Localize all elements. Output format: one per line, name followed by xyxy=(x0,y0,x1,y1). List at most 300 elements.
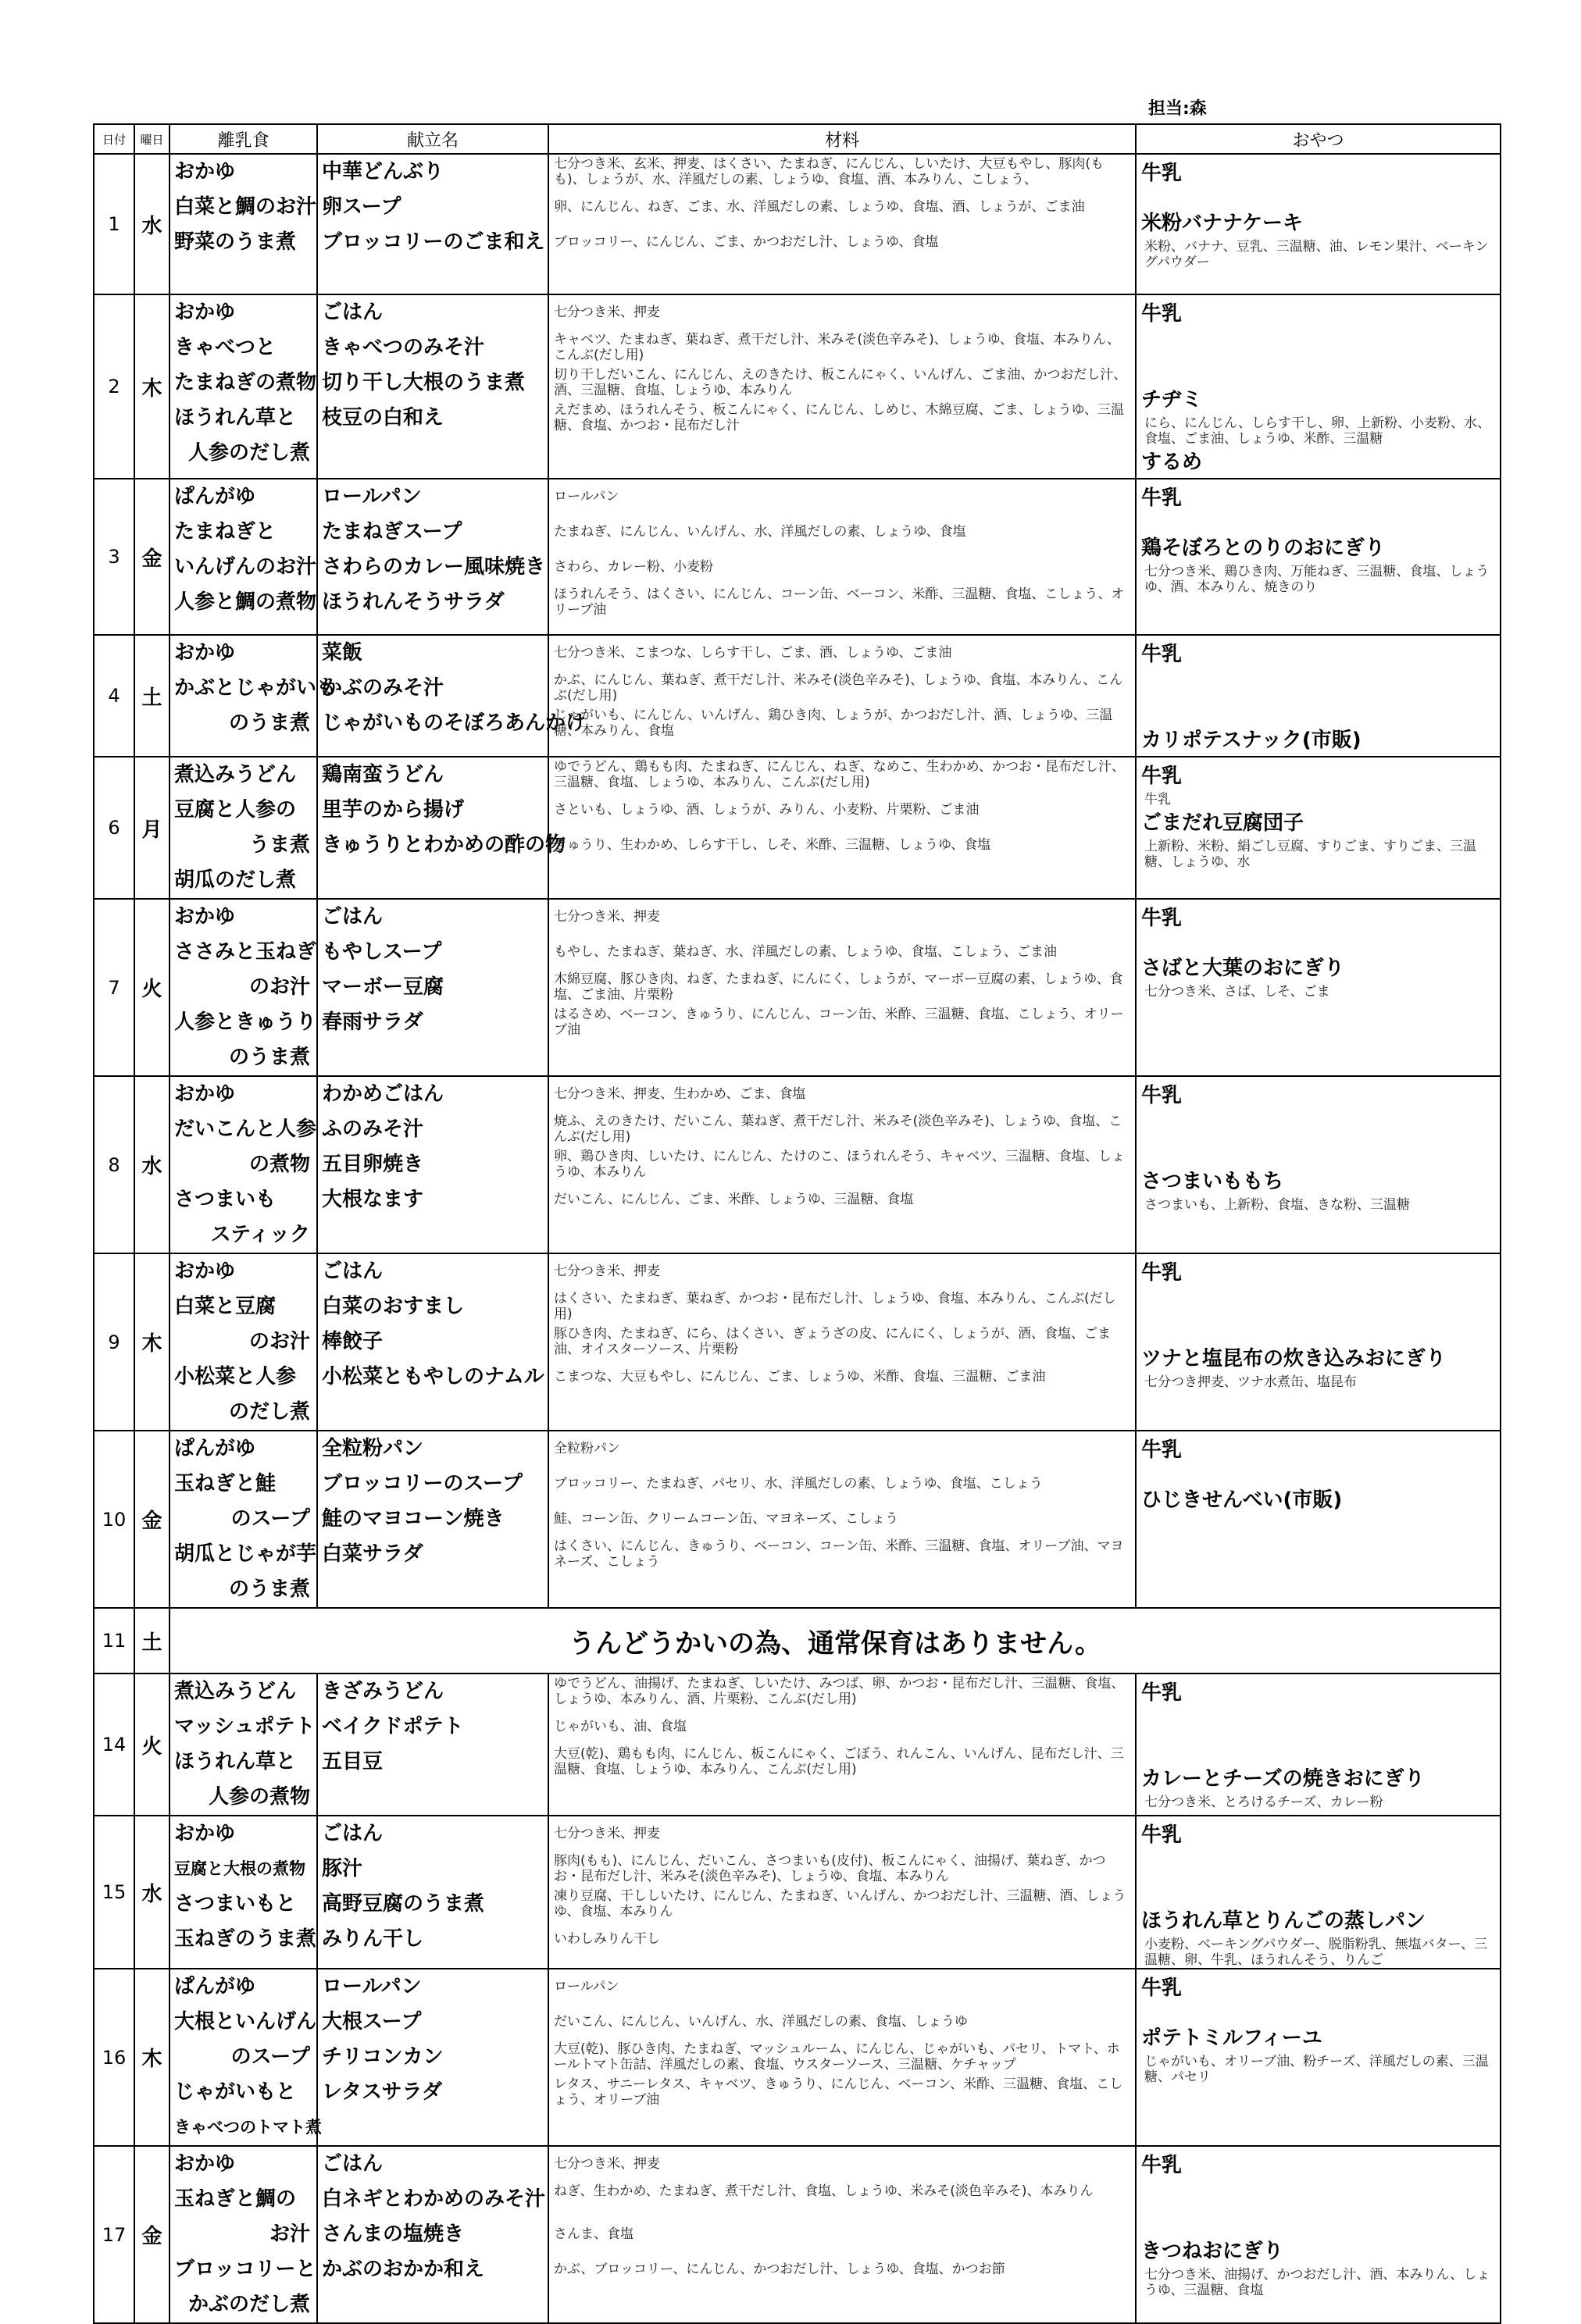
baby-food-cell xyxy=(170,294,317,479)
menu-item: ごはん xyxy=(322,1260,384,1283)
snack-spacer xyxy=(1137,934,1500,953)
menu-cell xyxy=(317,294,548,479)
snack-milk: 牛乳 xyxy=(1141,162,1183,185)
baby-food-line: ブロッコリーと xyxy=(174,2258,316,2281)
day-row xyxy=(94,1673,1501,1816)
snack-name: ポテトミルフィーユ xyxy=(1141,2026,1322,2050)
baby-food-line: 白菜と鯛のお汁 xyxy=(174,195,317,219)
snack-name: 米粉バナナケーキ xyxy=(1141,212,1303,235)
baby-food-line: のうま煮 xyxy=(228,1577,310,1601)
ingredient-line: じゃがいも、油、食塩 xyxy=(554,1719,687,1734)
baby-food-line: の煮物 xyxy=(248,1153,310,1176)
baby-food-line: 玉ねぎと鮭 xyxy=(174,1472,277,1495)
header-date: 日付 xyxy=(94,124,134,154)
header-menu: 献立名 xyxy=(317,124,548,154)
menu-item: きざみうどん xyxy=(322,1680,444,1703)
baby-food-line: おかゆ xyxy=(174,160,236,184)
ingredients-cell xyxy=(548,635,1136,757)
snack-ingredients: 小麦粉、ベーキングパウダー、脱脂粉乳、無塩バター、三温糖、卵、牛乳、ほうれんそう、りんご xyxy=(1144,1937,1487,1968)
baby-food-line: 玉ねぎのうま煮 xyxy=(174,1927,317,1951)
snack-name: ごまだれ豆腐団子 xyxy=(1141,811,1304,835)
baby-food-line: たまねぎの煮物 xyxy=(174,371,317,394)
date-cell: 9 xyxy=(94,1253,134,1431)
baby-food-line: だいこんと人参 xyxy=(174,1117,317,1141)
baby-food-cell xyxy=(170,757,317,899)
ingredient-line: ゆでうどん、鶏もも肉、たまねぎ、にんじん、ねぎ、なめこ、生わかめ、かつお・昆布だし汁、三温糖、食塩、しょうゆ、本みりん、こんぶ(だし用) xyxy=(554,759,1125,790)
menu-item: レタスサラダ xyxy=(322,2080,443,2104)
baby-food-line: さつまいもと xyxy=(174,1892,297,1916)
baby-food-line: スティック xyxy=(210,1223,310,1246)
ingredient-line: 七分つき米、押麦 xyxy=(554,909,660,925)
ingredient-line: ロールパン xyxy=(554,489,619,504)
baby-food-line: たまねぎと xyxy=(174,520,277,544)
weekday-cell: 火 xyxy=(134,899,170,1076)
ingredient-line: 大豆(乾)、鶏もも肉、にんじん、板こんにゃく、ごぼう、れんこん、いんげん、昆布だし汁、三温糖、食塩、しょうゆ、本みりん、こんぶ(だし用) xyxy=(554,1746,1124,1777)
baby-food-line: おかゆ xyxy=(174,2152,236,2176)
ingredient-line: 木綿豆腐、豚ひき肉、ねぎ、たまねぎ、にんにく、しょうが、マーボー豆腐の素、しょうゆ、食塩、ごま油、片栗粉 xyxy=(554,971,1123,1003)
menu-cell xyxy=(317,757,566,899)
menu-item: 白ネギとわかめのみそ汁 xyxy=(322,2187,546,2211)
snack-spacer xyxy=(1137,1709,1500,1763)
day-row xyxy=(94,2146,1501,2323)
menu-item: さんまの塩焼き xyxy=(322,2222,465,2246)
baby-food-line: 大根といんげん xyxy=(174,2010,317,2034)
baby-food-line: のうま煮 xyxy=(228,711,310,735)
menu-cell xyxy=(317,1253,548,1431)
snack-spacer xyxy=(1137,1466,1500,1485)
menu-item: 切り干し大根のうま煮 xyxy=(322,371,526,394)
snack-cell xyxy=(1136,899,1501,1076)
header-weekday: 曜日 xyxy=(134,124,170,154)
snack-milk: 牛乳 xyxy=(1141,487,1183,510)
ingredient-line: ほうれんそう、はくさい、にんじん、コーン缶、ベーコン、米酢、三温糖、食塩、こしょう、オリーブ油 xyxy=(554,586,1125,618)
ingredient-line: 大豆(乾)、豚ひき肉、たまねぎ、マッシュルーム、にんじん、じゃがいも、パセリ、トマト、ホールトマト缶詰、洋風だしの素、食塩、ウスターソース、三温糖、ケチャップ xyxy=(554,2041,1120,2073)
menu-item: 白菜サラダ xyxy=(322,1542,423,1566)
weekday-cell: 水 xyxy=(134,1076,170,1253)
date-cell: 8 xyxy=(94,1076,134,1253)
date-cell: 6 xyxy=(94,757,134,899)
date-cell: 14 xyxy=(94,1673,134,1816)
snack-spacer xyxy=(1137,670,1500,725)
ingredients-cell xyxy=(548,154,1136,294)
baby-food-line: 煮込みうどん xyxy=(174,1680,297,1703)
ingredient-line: 焼ふ、えのきたけ、だいこん、葉ねぎ、煮干だし汁、米みそ(淡色辛みそ)、しょうゆ、食塩、こんぶ(だし用) xyxy=(554,1114,1122,1145)
ingredient-line: 七分つき米、玄米、押麦、はくさい、たまねぎ、にんじん、しいたけ、大豆もやし、豚肉(もも)、しょうが、水、洋風だしの素、しょうゆ、食塩、酒、本みりん、こしょう、 xyxy=(554,156,1104,187)
ingredient-line: 七分つき米、こまつな、しらす干し、ごま、酒、しょうゆ、ごま油 xyxy=(554,645,952,661)
menu-item: 棒餃子 xyxy=(322,1330,384,1353)
snack-ingredients: 七分つき米、さば、しそ、ごま xyxy=(1144,984,1330,1000)
weekday-cell: 火 xyxy=(134,1673,170,1816)
date-cell: 3 xyxy=(94,479,134,635)
date-cell: 4 xyxy=(94,635,134,757)
ingredients-cell xyxy=(548,1673,1136,1816)
ingredients-cell xyxy=(548,899,1136,1076)
menu-cell xyxy=(317,479,548,635)
weekday-cell: 木 xyxy=(134,1969,170,2146)
snack-ingredients: 米粉、バナナ、豆乳、三温糖、油、レモン果汁、ベーキングパウダー xyxy=(1144,239,1489,270)
weekday-cell: 土 xyxy=(134,635,170,757)
snack-milk: 牛乳 xyxy=(1141,1084,1183,1107)
snack-spacer xyxy=(1137,2181,1500,2236)
ingredient-line: ゆでうどん、油揚げ、たまねぎ、しいたけ、みつば、卵、かつお・昆布だし汁、三温糖、食塩、しょうゆ、本みりん、酒、片栗粉、こんぶ(だし用) xyxy=(554,1676,1125,1707)
snack-spacer xyxy=(1137,1289,1500,1343)
ingredient-line: えだまめ、ほうれんそう、板こんにゃく、にんじん、しめじ、木綿豆腐、ごま、しょうゆ、三温糖、食塩、かつお・昆布だし汁 xyxy=(554,402,1124,433)
ingredient-line: ブロッコリー、たまねぎ、パセリ、水、洋風だしの素、しょうゆ、食塩、こしょう xyxy=(554,1476,1043,1492)
day-row xyxy=(94,1969,1501,2146)
menu-item: もやしスープ xyxy=(322,940,442,964)
ingredient-line: もやし、たまねぎ、葉ねぎ、水、洋風だしの素、しょうゆ、食塩、こしょう、ごま油 xyxy=(554,944,1057,960)
snack-cell xyxy=(1136,1253,1501,1431)
snack-name: さつまいももち xyxy=(1141,1170,1284,1193)
baby-food-cell xyxy=(170,1253,317,1431)
snack-ingredients: 七分つき米、油揚げ、かつおだし汁、酒、本みりん、しょうゆ、三温糖、食塩 xyxy=(1144,2267,1490,2298)
snack-cell xyxy=(1136,757,1501,899)
menu-item: ごはん xyxy=(322,2152,384,2176)
ingredient-line: いわしみりん干し xyxy=(554,1931,660,1947)
baby-food-line: ぱんがゆ xyxy=(174,1975,256,1998)
ingredient-line: きゅうり、生わかめ、しらす干し、しそ、米酢、三温糖、しょうゆ、食塩 xyxy=(554,837,991,853)
weekday-cell: 月 xyxy=(134,757,170,899)
date-cell: 15 xyxy=(94,1816,134,1969)
baby-food-cell xyxy=(170,899,317,1076)
ingredient-line: 豚ひき肉、たまねぎ、にら、はくさい、ぎょうざの皮、にんにく、しょうが、酒、食塩、ごま油、オイスターソース、片栗粉 xyxy=(554,1326,1111,1357)
menu-item: 枝豆の白和え xyxy=(322,406,444,430)
ingredients-cell xyxy=(548,1076,1136,1253)
weekday-cell: 水 xyxy=(134,154,170,294)
baby-food-line: 人参と鯛の煮物 xyxy=(174,590,317,614)
ingredient-line: はるさめ、ベーコン、きゅうり、にんじん、コーン缶、米酢、三温糖、食塩、こしょう、オリーブ油 xyxy=(554,1007,1124,1038)
date-cell: 16 xyxy=(94,1969,134,2146)
snack-ingredients: さつまいも、上新粉、食塩、きな粉、三温糖 xyxy=(1144,1197,1410,1213)
ingredient-line: たまねぎ、にんじん、いんげん、水、洋風だしの素、しょうゆ、食塩 xyxy=(554,524,966,540)
day-row xyxy=(94,899,1501,1076)
baby-food-cell xyxy=(170,2146,317,2323)
menu-item: ごはん xyxy=(322,1822,384,1845)
ingredients-cell xyxy=(548,1253,1136,1431)
snack-name: ほうれん草とりんごの蒸しパン xyxy=(1141,1909,1426,1933)
menu-item: 大根スープ xyxy=(322,2010,422,2034)
snack-milk: 牛乳 xyxy=(1141,1438,1183,1462)
baby-food-cell xyxy=(170,635,337,757)
menu-cell xyxy=(317,1431,548,1608)
ingredient-line: だいこん、にんじん、いんげん、水、洋風だしの素、食塩、しょうゆ xyxy=(554,2014,969,2030)
menu-item: 五目豆 xyxy=(322,1750,384,1773)
menu-item: かぶのおかか和え xyxy=(322,2258,485,2281)
ingredients-cell xyxy=(548,1431,1136,1608)
snack-name: 鶏そぼろとのりのおにぎり xyxy=(1141,536,1386,560)
baby-food-line: いんげんのお汁 xyxy=(174,555,317,579)
ingredient-line: 卵、鶏ひき肉、しいたけ、にんじん、たけのこ、ほうれんそう、キャベツ、三温糖、食塩、しょうゆ、本みりん xyxy=(554,1149,1125,1180)
baby-food-line: 白菜と豆腐 xyxy=(174,1295,277,1318)
snack-name: カレーとチーズの焼きおにぎり xyxy=(1141,1767,1425,1791)
day-row xyxy=(94,154,1501,294)
baby-food-line: マッシュポテト xyxy=(174,1715,316,1738)
weekday-cell: 金 xyxy=(134,479,170,635)
baby-food-line: おかゆ xyxy=(174,301,236,324)
snack-name: カリポテスナック(市販) xyxy=(1141,729,1362,752)
header-snack: おやつ xyxy=(1136,124,1501,154)
weekday-cell: 木 xyxy=(134,294,170,479)
ingredient-line: はくさい、にんじん、きゅうり、ベーコン、コーン缶、米酢、三温糖、食塩、オリーブ油、マヨネーズ、こしょう xyxy=(554,1538,1124,1570)
menu-cell xyxy=(317,1969,548,2146)
snack-name: チヂミ xyxy=(1141,388,1203,412)
snack-milk: 牛乳 xyxy=(1141,2154,1183,2177)
baby-food-line: おかゆ xyxy=(174,1822,236,1845)
ingredient-line: 全粒粉パン xyxy=(554,1441,620,1456)
menu-item: ロールパン xyxy=(322,485,422,508)
ingredient-line: さんま、食塩 xyxy=(554,2226,633,2242)
menu-item: ごはん xyxy=(322,905,384,929)
baby-food-line: 豆腐と大根の煮物 xyxy=(174,1859,305,1878)
snack-milk: 牛乳 xyxy=(1141,765,1183,788)
date-cell: 2 xyxy=(94,294,134,479)
snack-milk: 牛乳 xyxy=(1141,643,1183,666)
ingredient-line: はくさい、たまねぎ、葉ねぎ、かつお・昆布だし汁、しょうゆ、食塩、本みりん、こんぶ(だし用) xyxy=(554,1291,1116,1322)
ingredient-line: だいこん、にんじん、ごま、米酢、しょうゆ、三温糖、食塩 xyxy=(554,1192,914,1207)
no-school-notice: うんどうかいの為、通常保育はありません。 xyxy=(170,1608,1501,1673)
ingredients-cell xyxy=(548,1969,1136,2146)
ingredient-line: じゃがいも、にんじん、いんげん、鶏ひき肉、しょうが、かつおだし汁、酒、しょうゆ、三温糖、本みりん、食塩 xyxy=(554,708,1113,739)
header-row xyxy=(94,124,1501,154)
ingredient-line: レタス、サニーレタス、キャベツ、きゅうり、にんじん、ベーコン、米酢、三温糖、食塩、こしょう、オリーブ油 xyxy=(554,2076,1123,2108)
baby-food-line: 野菜のうま煮 xyxy=(174,230,297,254)
day-row xyxy=(94,294,1501,479)
baby-food-line: きゃべつと xyxy=(174,336,277,359)
menu-item: ブロッコリーのスープ xyxy=(322,1472,523,1495)
menu-item: 小松菜ともやしのナムル xyxy=(322,1365,544,1388)
baby-food-line: 胡瓜のだし煮 xyxy=(174,868,297,892)
snack-milk: 牛乳 xyxy=(1141,907,1183,930)
snack-name: ツナと塩昆布の炊き込みおにぎり xyxy=(1141,1347,1447,1371)
snack-name: ひじきせんべい(市販) xyxy=(1141,1488,1343,1512)
ingredients-cell xyxy=(548,2146,1136,2323)
baby-food-line: のスープ xyxy=(230,1507,310,1531)
ingredient-line: 切り干しだいこん、にんじん、えのきたけ、板こんにゃく、いんげん、ごま油、かつおだし汁、酒、三温糖、食塩、しょうゆ、本みりん xyxy=(554,367,1127,398)
snack-cell xyxy=(1136,2146,1501,2323)
menu-item: たまねぎスープ xyxy=(322,520,462,544)
snack-cell xyxy=(1136,1431,1501,1608)
snack-milk-note: 牛乳 xyxy=(1144,792,1171,807)
header-ingredients: 材料 xyxy=(548,124,1136,154)
menu-cell xyxy=(317,1076,548,1253)
snack-cell xyxy=(1136,1816,1501,1969)
baby-food-line: きゃべつのトマト煮 xyxy=(174,2118,322,2137)
baby-food-line: 玉ねぎと鯛の xyxy=(174,2187,297,2211)
ingredient-line: かぶ、ブロッコリー、にんじん、かつおだし汁、しょうゆ、食塩、かつお節 xyxy=(554,2262,1005,2277)
baby-food-line: 人参ときゅうり xyxy=(174,1011,317,1034)
day-row xyxy=(94,479,1501,635)
baby-food-line: のお汁 xyxy=(248,1330,310,1353)
snack-cell xyxy=(1136,635,1501,757)
baby-food-line: おかゆ xyxy=(174,641,236,665)
snack-ingredients: 上新粉、米粉、絹ごし豆腐、すりごま、すりごま、三温糖、しょうゆ、水 xyxy=(1144,839,1476,870)
menu-cell xyxy=(317,635,587,757)
baby-food-line: のスープ xyxy=(230,2045,310,2069)
menu-item: ほうれんそうサラダ xyxy=(322,590,505,614)
menu-cell xyxy=(317,1673,548,1816)
ingredients-cell xyxy=(548,1816,1136,1969)
menu-item: チリコンカン xyxy=(322,2045,444,2069)
baby-food-cell xyxy=(170,1969,322,2146)
baby-food-line: じゃがいもと xyxy=(174,2080,297,2104)
snack-cell xyxy=(1136,1969,1501,2146)
menu-item: 菜飯 xyxy=(322,641,363,665)
snack-ingredients: 七分つき米、鶏ひき肉、万能ねぎ、三温糖、食塩、しょうゆ、酒、本みりん、焼きのり xyxy=(1144,564,1490,595)
snack-spacer xyxy=(1137,330,1500,384)
baby-food-line: 人参の煮物 xyxy=(208,1785,310,1809)
menu-item: じゃがいものそぼろあんかけ xyxy=(322,711,587,735)
menu-item: 高野豆腐のうま煮 xyxy=(322,1892,485,1916)
snack-name: さばと大葉のおにぎり xyxy=(1141,957,1345,980)
snack-cell xyxy=(1136,479,1501,635)
baby-food-line: のお汁 xyxy=(248,975,310,999)
ingredients-cell xyxy=(548,757,1136,899)
snack-milk: 牛乳 xyxy=(1141,1976,1183,2000)
ingredient-line: 卵、にんじん、ねぎ、ごま、水、洋風だしの素、しょうゆ、食塩、酒、しょうが、ごま油 xyxy=(554,199,1085,215)
weekday-cell: 金 xyxy=(134,1431,170,1608)
ingredient-line: 豚肉(もも)、にんじん、だいこん、さつまいも(皮付)、板こんにゃく、油揚げ、葉ねぎ、かつお・昆布だし汁、米みそ(淡色辛みそ)、しょうゆ、食塩、本みりん xyxy=(554,1853,1106,1884)
menu-item: ブロッコリーのごま和え xyxy=(322,230,545,254)
ingredient-line: ブロッコリー、にんじん、ごま、かつおだし汁、しょうゆ、食塩 xyxy=(554,234,939,250)
menu-item: 鮭のマヨコーン焼き xyxy=(322,1507,505,1531)
snack-ingredients: じゃがいも、オリーブ油、粉チーズ、洋風だしの素、三温糖、パセリ xyxy=(1144,2054,1489,2085)
ingredient-line: ロールパン xyxy=(554,1979,619,1994)
snack-milk: 牛乳 xyxy=(1141,1681,1183,1705)
snack-cell xyxy=(1136,1673,1501,1816)
ingredient-line: さわら、カレー粉、小麦粉 xyxy=(554,559,713,575)
menu-item: 豚汁 xyxy=(322,1857,363,1880)
menu-item: 五目卵焼き xyxy=(322,1153,424,1176)
baby-food-line: ほうれん草と xyxy=(174,406,297,430)
snack-spacer xyxy=(1137,189,1500,208)
date-cell: 10 xyxy=(94,1431,134,1608)
menu-cell xyxy=(317,1816,548,1969)
snack-cell xyxy=(1136,154,1501,294)
baby-food-line: ぱんがゆ xyxy=(174,485,256,508)
ingredients-cell xyxy=(548,479,1136,635)
ingredient-line: 七分つき米、押麦 xyxy=(554,2156,660,2172)
ingredient-line: 鮭、コーン缶、クリームコーン缶、マヨネーズ、こしょう xyxy=(554,1511,898,1527)
menu-item: 卵スープ xyxy=(322,195,401,219)
day-row xyxy=(94,1076,1501,1253)
ingredient-line: さといも、しょうゆ、酒、しょうが、みりん、小麦粉、片栗粉、ごま油 xyxy=(554,802,980,818)
menu-item: ベイクドポテト xyxy=(322,1715,464,1738)
baby-food-line: 胡瓜とじゃが芋 xyxy=(174,1542,317,1566)
day-row xyxy=(94,1431,1501,1608)
menu-item: ごはん xyxy=(322,301,384,324)
baby-food-cell xyxy=(170,479,317,635)
baby-food-line: のうま煮 xyxy=(228,1046,310,1069)
weekday-cell: 木 xyxy=(134,1253,170,1431)
menu-item: きゃべつのみそ汁 xyxy=(322,336,485,359)
ingredient-line: キャベツ、たまねぎ、葉ねぎ、煮干だし汁、米みそ(淡色辛みそ)、しょうゆ、食塩、本みりん、こんぶ(だし用) xyxy=(554,332,1121,363)
menu-item: 里芋のから揚げ xyxy=(322,798,465,822)
snack-extra: するめ xyxy=(1141,451,1203,474)
snack-ingredients: 七分つき米、とろけるチーズ、カレー粉 xyxy=(1144,1795,1383,1810)
day-row xyxy=(94,757,1501,899)
date-cell: 1 xyxy=(94,154,134,294)
ingredient-line: 七分つき米、押麦、生わかめ、ごま、食塩 xyxy=(554,1086,806,1102)
snack-milk: 牛乳 xyxy=(1141,302,1183,326)
menu-item: 春雨サラダ xyxy=(322,1011,423,1034)
baby-food-cell xyxy=(170,1431,317,1608)
date-cell: 17 xyxy=(94,2146,134,2323)
snack-ingredients: 七分つき押麦、ツナ水煮缶、塩昆布 xyxy=(1144,1374,1357,1390)
menu-rows xyxy=(94,154,1501,2323)
baby-food-line: お汁 xyxy=(269,2222,310,2246)
baby-food-line: ぱんがゆ xyxy=(174,1437,256,1460)
date-cell: 11 xyxy=(94,1608,134,1673)
menu-cell xyxy=(317,2146,548,2323)
tanto-label: 担当:森 xyxy=(1148,99,1207,119)
baby-food-cell xyxy=(170,1816,317,1969)
ingredient-line: 七分つき米、押麦 xyxy=(554,1264,660,1279)
menu-item: ロールパン xyxy=(322,1975,422,1998)
ingredient-line: 凍り豆腐、干ししいたけ、にんじん、たまねぎ、いんげん、かつおだし汁、三温糖、酒、しょうゆ、食塩、本みりん xyxy=(554,1888,1126,1919)
baby-food-line: 煮込みうどん xyxy=(174,763,297,786)
weekday-cell: 土 xyxy=(134,1608,170,1673)
menu-item: みりん干し xyxy=(322,1927,424,1951)
snack-milk: 牛乳 xyxy=(1141,1823,1183,1847)
day-row xyxy=(94,635,1501,757)
baby-food-line: のだし煮 xyxy=(228,1400,310,1424)
baby-food-line: 小松菜と人参 xyxy=(174,1365,297,1388)
menu-item: 中華どんぶり xyxy=(322,160,444,184)
baby-food-line: ささみと玉ねぎ xyxy=(174,940,317,964)
ingredient-line: 七分つき米、押麦 xyxy=(554,305,660,320)
header-baby-food: 離乳食 xyxy=(170,124,317,154)
day-row xyxy=(94,1608,1501,1673)
baby-food-line: おかゆ xyxy=(174,1082,236,1106)
ingredient-line: 七分つき米、押麦 xyxy=(554,1826,660,1841)
snack-ingredients: にら、にんじん、しらす干し、卵、上新粉、小麦粉、水、食塩、ごま油、しょうゆ、米酢、三温糖 xyxy=(1144,415,1491,447)
menu-item: 大根なます xyxy=(322,1188,424,1211)
snack-name: きつねおにぎり xyxy=(1141,2240,1284,2263)
snack-milk: 牛乳 xyxy=(1141,1261,1183,1285)
menu-item: 全粒粉パン xyxy=(322,1437,424,1460)
menu-cell xyxy=(317,899,548,1076)
baby-food-line: おかゆ xyxy=(174,905,236,929)
menu-item: わかめごはん xyxy=(322,1082,444,1106)
menu-item: ふのみそ汁 xyxy=(322,1117,424,1141)
day-row xyxy=(94,1253,1501,1431)
baby-food-cell xyxy=(170,1673,317,1816)
baby-food-line: 人参のだし煮 xyxy=(187,441,310,465)
menu-item: 白菜のおすまし xyxy=(322,1295,465,1318)
day-row xyxy=(94,1816,1501,1969)
menu-item: 鶏南蛮うどん xyxy=(322,763,444,786)
menu-item: さわらのカレー風味焼き xyxy=(322,555,546,579)
ingredients-cell xyxy=(548,294,1136,479)
baby-food-line: ほうれん草と xyxy=(174,1750,297,1773)
menu-item: きゅうりとわかめの酢の物 xyxy=(322,833,566,857)
menu-table xyxy=(93,123,1501,2324)
baby-food-line: 豆腐と人参の xyxy=(174,798,297,822)
snack-cell xyxy=(1136,1076,1501,1253)
ingredient-line: ねぎ、生わかめ、たまねぎ、煮干だし汁、食塩、しょうゆ、米みそ(淡色辛みそ)、本みりん xyxy=(554,2183,1094,2199)
menu-item: マーボー豆腐 xyxy=(322,975,444,999)
ingredient-line: かぶ、にんじん、葉ねぎ、煮干だし汁、米みそ(淡色辛みそ)、しょうゆ、食塩、本みりん、こんぶ(だし用) xyxy=(554,672,1123,704)
baby-food-line: かぶのだし煮 xyxy=(187,2293,310,2316)
snack-spacer xyxy=(1137,1851,1500,1905)
baby-food-line: うま煮 xyxy=(248,833,310,857)
baby-food-cell xyxy=(170,1076,317,1253)
baby-food-line: かぶとじゃがいも xyxy=(174,676,337,700)
weekday-cell: 水 xyxy=(134,1816,170,1969)
baby-food-cell xyxy=(170,154,317,294)
baby-food-line: さつまいも xyxy=(174,1188,277,1211)
menu-cell xyxy=(317,154,548,294)
